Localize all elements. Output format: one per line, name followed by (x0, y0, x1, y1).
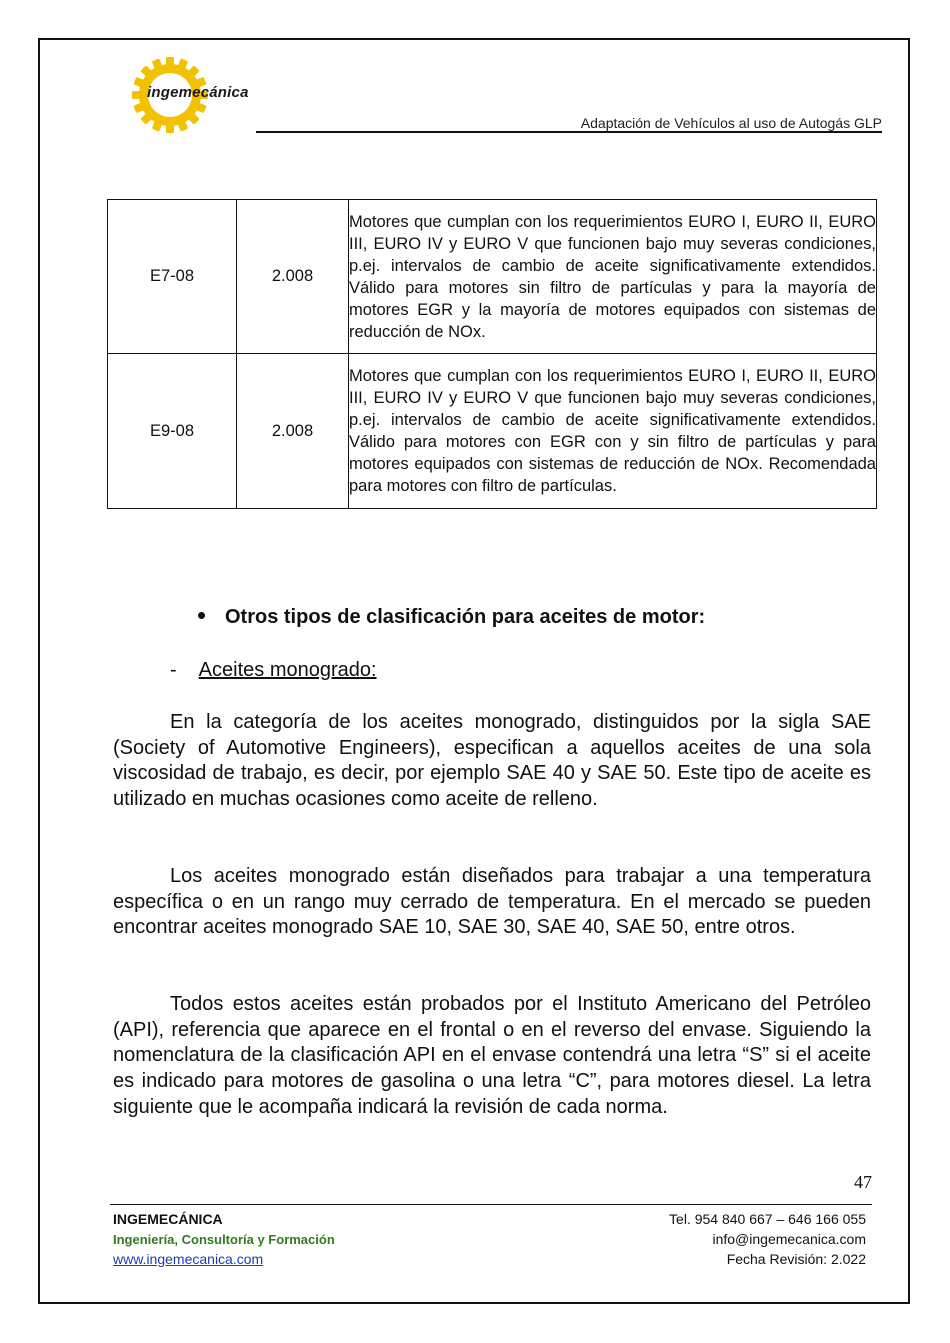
table-row (108, 354, 877, 509)
bullet-icon (198, 612, 205, 619)
table-row (108, 200, 877, 354)
section-heading (198, 606, 705, 629)
subsection-heading (170, 659, 377, 682)
section-heading-text: Otros tipos de clasificación para aceites de motor: (225, 606, 706, 628)
table-cell-description: Motores que cumplan con los requerimientos EURO I, EURO II, EURO III, EURO IV y EURO V que funcionen bajo muy severas condiciones, p.ej. intervalos de cambio de aceite significativamente extendidos. Válido para motores con EGR con y sin filtro de partículas y para motores equipados con sistemas de reducción de NOx. Recomendada para motores con filtro de partículas. (349, 354, 877, 509)
footer-tagline: Ingeniería, Consultoría y Formación (113, 1232, 335, 1247)
footer-divider (110, 1204, 872, 1205)
footer-website-link[interactable]: www.ingemecanica.com (113, 1251, 264, 1267)
specification-table (107, 199, 877, 509)
footer-company: INGEMECÁNICA (113, 1211, 223, 1227)
table-cell-year: 2.008 (237, 354, 349, 509)
paragraph: Todos estos aceites están probados por el Instituto Americano del Petróleo (API), referencia que aparece en el frontal o en el reverso del envase. Siguiendo la nomenclatura de la clasificación API en el envase contendrá una letra “S” si el aceite es indicado para motores de gasolina o una letra “C”, para motores diesel. La letra siguiente que le acompaña indicará la revisión de cada norma. (113, 993, 871, 1118)
table-cell-code: E7-08 (108, 200, 237, 354)
paragraph: En la categoría de los aceites monogrado, distinguidos por la sigla SAE (Society of Automotive Engineers), especifican a aquellos aceites de una sola viscosidad de trabajo, es decir, por ejemplo SAE 40 y SAE 50. Este tipo de aceite es utilizado en muchas ocasiones como aceite de relleno. (113, 711, 871, 811)
footer-revision-date: Fecha Revisión: 2.022 (726, 1251, 866, 1267)
subsection-heading-text: Aceites monogrado: (198, 659, 377, 681)
footer-email: info@ingemecanica.com (712, 1231, 866, 1247)
footer-phone: Tel. 954 840 667 – 646 166 055 (669, 1211, 866, 1227)
table-cell-year: 2.008 (237, 200, 349, 354)
document-title: Adaptación de Vehículos al uso de Autogás GLP (580, 115, 882, 131)
page-number: 47 (854, 1172, 872, 1192)
table-cell-description: Motores que cumplan con los requerimientos EURO I, EURO II, EURO III, EURO IV y EURO V que funcionen bajo muy severas condiciones, p.ej. intervalos de cambio de aceite significativamente extendidos. Válido para motores sin filtro de partículas y para la mayoría de motores EGR y la mayoría de motores equipados con sistemas de reducción de NOx. (349, 200, 877, 354)
dash-marker: - (170, 659, 177, 681)
logo-text: ingemecánica (147, 84, 249, 101)
table-cell-code: E9-08 (108, 354, 237, 509)
header-divider (256, 131, 882, 133)
paragraph: Los aceites monogrado están diseñados para trabajar a una temperatura específica o en un rango muy cerrado de temperatura. En el mercado se pueden encontrar aceites monogrado SAE 10, SAE 30, SAE 40, SAE 50, entre otros. (113, 865, 871, 939)
